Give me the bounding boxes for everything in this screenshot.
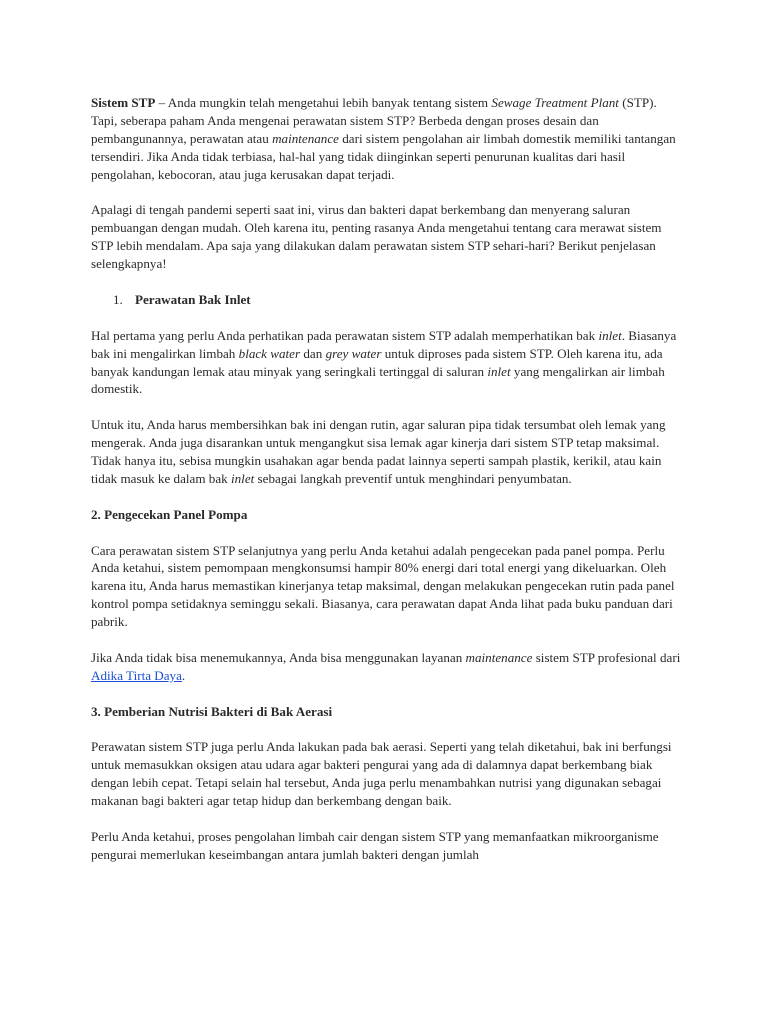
section-1-term-grey-water: grey water (325, 345, 382, 361)
section-3-heading: 3. Pemberian Nutrisi Bakteri di Bak Aerasi (91, 703, 333, 719)
section-2-heading (91, 506, 681, 524)
intro-text-b: (STP). Tapi, seberapa paham Anda mengenai perawatan sistem STP? Berbeda dengan proses desain dan pembangunannya, perawatan atau (91, 95, 657, 146)
section-1-p1-text-a: Hal pertama yang perlu Anda perhatikan pada perawatan sistem STP adalah memperhatikan bak (91, 327, 599, 343)
section-2-p2-text-a: Jika Anda tidak bisa menemukannya, Anda bisa menggunakan layanan (91, 649, 466, 665)
adika-tirta-daya-link[interactable]: Adika Tirta Daya (91, 667, 182, 683)
intro-text-c: dari sistem pengolahan air limbah domestik memiliki tantangan tersendiri. Jika Anda tidak terbiasa, hal-hal yang tidak diinginkan seperti penurunan kualitas dari hasil pengolahan, kebocoran, atau juga kerusakan dapat terjadi. (91, 130, 676, 182)
section-1-p1-text-e: yang mengalirkan air limbah domestik. (91, 363, 665, 397)
section-1-p1-text-d: untuk diproses pada sistem STP. Oleh karena itu, ada banyak kandungan lemak atau minyak yang seringkali tertinggal di saluran (91, 345, 663, 379)
intro-term-sewage-treatment-plant: Sewage Treatment Plant (491, 95, 619, 110)
section-2-p2-text-b: sistem STP profesional dari (532, 649, 681, 665)
section-1-p1-text-b: . Biasanya bak ini mengalirkan limbah (91, 327, 677, 361)
intro-paragraph-2: Apalagi di tengah pandemi seperti saat ini, virus dan bakteri dapat berkembang dan menyerang saluran pembuangan dengan mudah. Oleh karena itu, penting rasanya Anda mengetahui tentang cara merawat sistem STP lebih mendalam. Apa saja yang dilakukan dalam perawatan sistem STP sehari-hari? Berikut penjelasan selengkapnya! (91, 202, 662, 272)
section-1-p2-text-a: Untuk itu, Anda harus membersihkan bak ini dengan rutin, agar saluran pipa tidak tersumbat oleh lemak yang mengerak. Anda juga disarankan untuk mengangkut sisa lemak agar kinerja dari sistem STP tetap maksimal. Tidak hanya itu, sebisa mungkin usahakan agar benda padat lainnya seperti sampah plastik, kerikil, atau kain tidak masuk ke dalam bak (91, 417, 666, 486)
section-2-p2-text-c: . (181, 667, 186, 683)
section-1-p2-text-b: sebagai langkah preventif untuk menghindari penyumbatan. (254, 470, 572, 486)
section-1-paragraph-1 (91, 327, 681, 399)
document-body (91, 94, 681, 882)
section-2-number: 2 (91, 506, 98, 522)
section-3-paragraph-1: Perawatan sistem STP juga perlu Anda lakukan pada bak aerasi. Seperti yang telah diketahui, bak ini berfungsi untuk memasukkan oksigen atau udara agar bakteri pengurai yang ada di dalamnya dapat berkembang biak dengan lebih cepat. Tetapi selain hal tersebut, Anda juga perlu menambahkan nutrisi yang digunakan sebagai makanan bagi bakteri agar tetap hidup dan berkembang dengan baik. (91, 739, 672, 809)
section-1-term-inlet-3: inlet (231, 470, 255, 486)
section-2-paragraph-2 (91, 649, 681, 685)
section-1-heading (91, 291, 681, 309)
intro-paragraph-1 (91, 94, 681, 184)
section-1-paragraph-2 (91, 416, 681, 488)
intro-lead-term: Sistem STP (91, 95, 156, 110)
section-1-term-inlet: inlet (598, 327, 622, 343)
section-1-number: 1. (113, 291, 123, 307)
section-1-term-inlet-2: inlet (487, 363, 511, 379)
section-1-term-black-water: black water (238, 345, 301, 361)
section-3-paragraph-2: Perlu Anda ketahui, proses pengolahan limbah cair dengan sistem STP yang memanfaatkan mikroorganisme pengurai memerlukan keseimbangan antara jumlah bakteri dengan jumlah (91, 829, 659, 862)
section-2-title: . Pengecekan Panel Pompa (97, 506, 248, 522)
intro-term-maintenance: maintenance (272, 130, 339, 146)
section-1-title: Perawatan Bak Inlet (135, 291, 251, 307)
intro-text-a: – Anda mungkin telah mengetahui lebih banyak tentang sistem (155, 95, 492, 110)
section-1-p1-text-c: dan (300, 345, 326, 361)
section-2-term-maintenance: maintenance (465, 649, 533, 665)
section-2-paragraph-1: Cara perawatan sistem STP selanjutnya yang perlu Anda ketahui adalah pengecekan pada panel pompa. Perlu Anda ketahui, sistem pemompaan mengkonsumsi hampir 80% energi dari total energi yang dikeluarkan. Oleh karena itu, Anda harus memastikan kinerjanya tetap maksimal, dengan melakukan pengecekan rutin pada panel kontrol pompa setidaknya seminggu sekali. Biasanya, cara perawatan dapat Anda lihat pada buku panduan dari pabrik. (91, 542, 675, 630)
